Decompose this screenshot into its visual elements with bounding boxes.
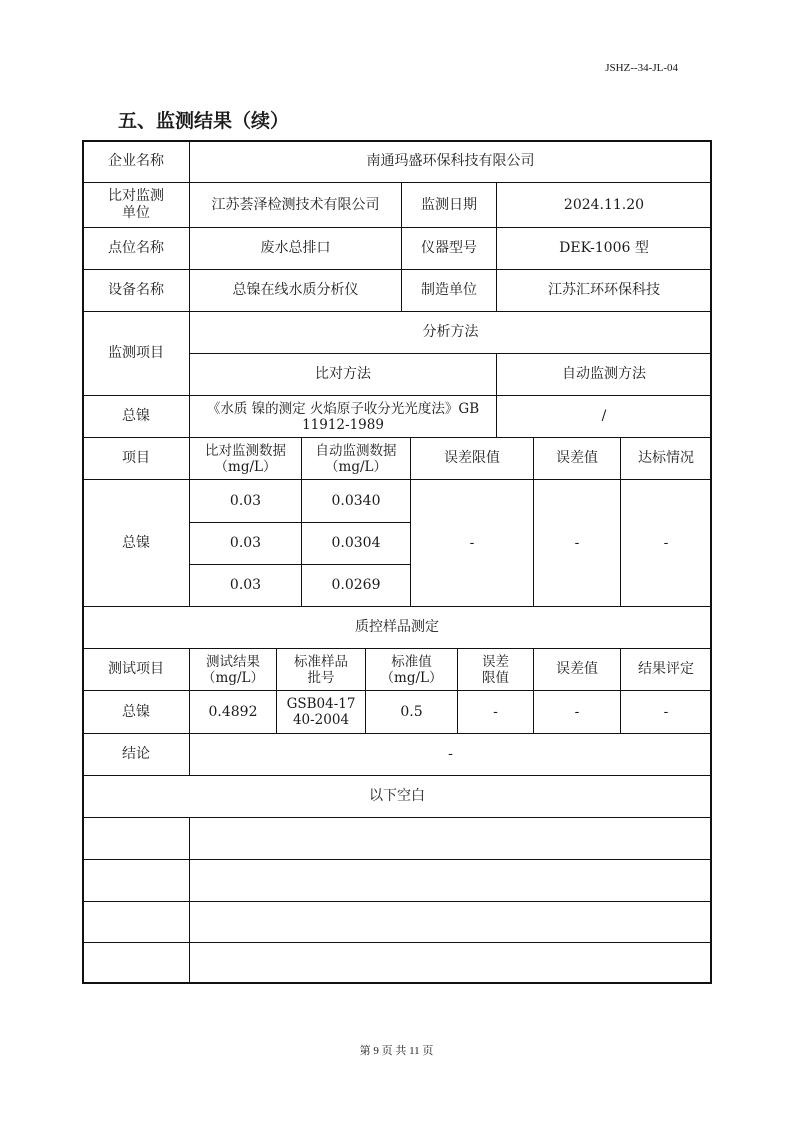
qc-header-item: 测试项目 (82, 648, 190, 691)
cmp-header-auto: 自动监测数据（mg/L） (301, 437, 411, 480)
qc-header-result: 测试结果（mg/L） (189, 648, 277, 691)
date-label: 监测日期 (401, 182, 497, 228)
compare-unit-value: 江苏荟泽检测技术有限公司 (189, 182, 402, 228)
point-value: 废水总排口 (189, 227, 402, 270)
empty-cell (82, 901, 190, 943)
section-title: 五、监测结果（续） (118, 110, 290, 132)
empty-cell (189, 942, 712, 984)
cmp-header-compliance: 达标情况 (620, 437, 712, 480)
cmp-header-compare: 比对监测数据（mg/L） (189, 437, 302, 480)
empty-cell (82, 817, 190, 860)
model-label: 仪器型号 (401, 227, 497, 270)
cmp-header-error-limit: 误差限值 (410, 437, 534, 480)
empty-cell (82, 942, 190, 984)
company-value: 南通玛盛环保科技有限公司 (189, 140, 712, 183)
cmp-compare-value: 0.03 (189, 522, 302, 565)
cmp-compare-value: 0.03 (189, 564, 302, 607)
compare-method-header: 比对方法 (189, 353, 497, 396)
compare-unit-label: 比对监测单位 (82, 182, 190, 228)
date-value: 2024.11.20 (496, 182, 712, 228)
qc-batch: GSB04-1740-2004 (276, 690, 366, 734)
device-label: 设备名称 (82, 269, 190, 312)
compare-method-text: 《水质 镍的测定 火焰原子收分光光度法》GB 11912-1989 (189, 395, 497, 438)
qc-title: 质控样品测定 (82, 606, 712, 649)
cmp-header-item: 项目 (82, 437, 190, 480)
empty-cell (82, 859, 190, 902)
qc-header-evaluation: 结果评定 (620, 648, 712, 691)
cmp-auto-value: 0.0304 (301, 522, 411, 565)
cmp-auto-value: 0.0340 (301, 479, 411, 523)
device-value: 总镍在线水质分析仪 (189, 269, 402, 312)
maker-value: 江苏汇环环保科技 (496, 269, 712, 312)
cmp-header-error-value: 误差值 (533, 437, 621, 480)
qc-error-limit: - (457, 690, 534, 734)
qc-header-error-value: 误差值 (533, 648, 621, 691)
conclusion-value: - (189, 733, 712, 776)
auto-method-text: / (496, 395, 712, 438)
cmp-error-limit: - (410, 479, 534, 607)
qc-standard: 0.5 (365, 690, 458, 734)
analysis-method-header: 分析方法 (189, 311, 712, 354)
empty-cell (189, 817, 712, 860)
cmp-auto-value: 0.0269 (301, 564, 411, 607)
monitoring-item-label: 监测项目 (82, 311, 190, 396)
qc-evaluation: - (620, 690, 712, 734)
conclusion-label: 结论 (82, 733, 190, 776)
auto-method-header: 自动监测方法 (496, 353, 712, 396)
qc-header-batch: 标准样品批号 (276, 648, 366, 691)
method-row-item: 总镍 (82, 395, 190, 438)
maker-label: 制造单位 (401, 269, 497, 312)
qc-error-value: - (533, 690, 621, 734)
qc-result: 0.4892 (189, 690, 277, 734)
blank-note: 以下空白 (82, 775, 712, 818)
qc-header-error-limit: 误差限值 (457, 648, 534, 691)
empty-cell (189, 859, 712, 902)
point-label: 点位名称 (82, 227, 190, 270)
empty-cell (189, 901, 712, 943)
qc-header-standard: 标准值（mg/L） (365, 648, 458, 691)
document-code: JSHZ--34-JL-04 (605, 62, 678, 74)
cmp-compare-value: 0.03 (189, 479, 302, 523)
company-label: 企业名称 (82, 140, 190, 183)
cmp-compliance: - (620, 479, 712, 607)
page-number: 第 9 页 共 11 页 (359, 1045, 434, 1057)
cmp-error-value: - (533, 479, 621, 607)
model-value: DEK-1006 型 (496, 227, 712, 270)
qc-item: 总镍 (82, 690, 190, 734)
cmp-item: 总镍 (82, 479, 190, 607)
